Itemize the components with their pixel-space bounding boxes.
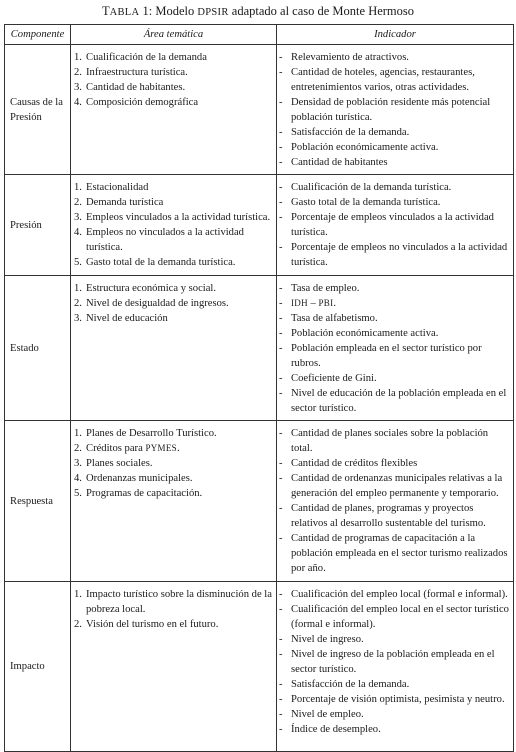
- table-row: [5, 175, 514, 276]
- dash-bullet: -: [279, 298, 283, 309]
- area-item: [74, 180, 273, 195]
- area-item: [74, 281, 273, 296]
- area-item: [74, 456, 273, 471]
- table-row: [5, 45, 514, 175]
- indicator-text: Cantidad de programas de capacitación a la población empleada en el sector turismo realizados por año.: [291, 533, 508, 574]
- indicator-text: Población económicamente activa.: [291, 328, 439, 339]
- area-item-text: Estructura económica y social.: [86, 283, 217, 294]
- area-cell: [71, 582, 277, 752]
- area-item-number: 2.: [74, 67, 82, 78]
- area-item-number: 3.: [74, 82, 82, 93]
- indicator-text: Nivel de ingreso.: [291, 634, 364, 645]
- area-item-text: Cantidad de habitantes.: [86, 82, 186, 93]
- indicator-text: IDH – PBI.: [291, 298, 337, 309]
- header-row: [5, 25, 514, 45]
- area-item-text: Cualificación de la demanda: [86, 52, 207, 63]
- indicator-text: Tasa de alfabetismo.: [291, 313, 378, 324]
- indicator-item: [279, 311, 510, 326]
- area-item-number: 1.: [74, 589, 82, 600]
- area-item-text: Planes de Desarrollo Turístico.: [86, 428, 217, 439]
- indicator-text: Porcentaje de empleos no vinculados a la actividad turística.: [291, 242, 508, 268]
- area-cell: [71, 45, 277, 175]
- header-area: Área temática: [71, 25, 277, 45]
- caption-number: 1: Modelo: [139, 4, 198, 18]
- indicator-text: Cualificación de la demanda turística.: [291, 182, 452, 193]
- indicator-text: Cantidad de ordenanzas municipales relativas a la generación del empleo permanente y temporario.: [291, 473, 503, 499]
- indicator-text: Cualificación del empleo local en el sector turístico (formal e informal).: [291, 604, 509, 630]
- area-item-text: Programas de capacitación.: [86, 488, 203, 499]
- indicator-text: Población empleada en el sector turístico por rubros.: [291, 343, 482, 369]
- area-item-number: 1.: [74, 283, 82, 294]
- area-item-number: 4.: [74, 97, 82, 108]
- indicator-item: [279, 707, 510, 722]
- area-item: [74, 486, 273, 501]
- indicator-item: [279, 647, 510, 677]
- indicator-item: [279, 632, 510, 647]
- area-item-text: Impacto turístico sobre la disminución de la pobreza local.: [86, 589, 272, 615]
- indicator-item: [279, 125, 510, 140]
- indicator-text: Satisfacción de la demanda.: [291, 679, 410, 690]
- caption-prefix: T: [101, 4, 110, 18]
- area-cell: [71, 421, 277, 582]
- area-item-text: Infraestructura turística.: [86, 67, 188, 78]
- dash-bullet: -: [279, 694, 283, 705]
- component-cell: Presión: [5, 175, 71, 276]
- indicator-item: [279, 210, 510, 240]
- component-cell: Respuesta: [5, 421, 71, 582]
- indicator-text: Tasa de empleo.: [291, 283, 360, 294]
- table-caption: [0, 4, 516, 20]
- indicator-item: [279, 180, 510, 195]
- area-item: [74, 587, 273, 617]
- area-item: [74, 50, 273, 65]
- table-row: [5, 582, 514, 752]
- area-item: [74, 255, 273, 270]
- dash-bullet: -: [279, 503, 283, 514]
- area-item-number: 5.: [74, 257, 82, 268]
- area-item-number: 3.: [74, 458, 82, 469]
- dash-bullet: -: [279, 212, 283, 223]
- area-item: [74, 80, 273, 95]
- area-item-number: 1.: [74, 428, 82, 439]
- indicator-item: [279, 602, 510, 632]
- area-item-number: 4.: [74, 473, 82, 484]
- indicator-text: Gasto total de la demanda turística.: [291, 197, 441, 208]
- area-item-number: 3.: [74, 212, 82, 223]
- dash-bullet: -: [279, 157, 283, 168]
- caption-smallcaps: ABLA: [109, 7, 140, 18]
- indicator-cell: [277, 276, 514, 421]
- header-indicator: Indicador: [277, 25, 514, 45]
- area-item-number: 2.: [74, 619, 82, 630]
- area-item-text: Visión del turismo en el futuro.: [86, 619, 219, 630]
- indicator-text: Índice de desempleo.: [291, 724, 381, 735]
- dash-bullet: -: [279, 473, 283, 484]
- dash-bullet: -: [279, 283, 283, 294]
- area-cell: [71, 276, 277, 421]
- area-item-text: Gasto total de la demanda turística.: [86, 257, 236, 268]
- dash-bullet: -: [279, 127, 283, 138]
- area-item: [74, 195, 273, 210]
- indicator-item: [279, 65, 510, 95]
- dash-bullet: -: [279, 649, 283, 660]
- area-item: [74, 471, 273, 486]
- indicator-item: [279, 501, 510, 531]
- dash-bullet: -: [279, 142, 283, 153]
- dash-bullet: -: [279, 604, 283, 615]
- indicator-item: [279, 471, 510, 501]
- area-item: [74, 95, 273, 110]
- area-cell: [71, 175, 277, 276]
- indicator-cell: [277, 582, 514, 752]
- indicator-item: [279, 95, 510, 125]
- indicator-text: Cantidad de planes, programas y proyectos relativos al desarrollo sustentable del turismo.: [291, 503, 486, 529]
- indicator-item: [279, 281, 510, 296]
- area-item-number: 1.: [74, 182, 82, 193]
- area-item-text: Nivel de educación: [86, 313, 168, 324]
- indicator-text: Cantidad de habitantes: [291, 157, 388, 168]
- indicator-text: Cantidad de créditos flexibles: [291, 458, 418, 469]
- indicator-item: [279, 692, 510, 707]
- area-item-number: 5.: [74, 488, 82, 499]
- dash-bullet: -: [279, 589, 283, 600]
- area-item: [74, 296, 273, 311]
- indicator-item: [279, 456, 510, 471]
- indicator-item: [279, 531, 510, 576]
- dash-bullet: -: [279, 343, 283, 354]
- indicator-item: [279, 195, 510, 210]
- area-item-text: Demanda turística: [86, 197, 164, 208]
- indicator-text: Satisfacción de la demanda.: [291, 127, 410, 138]
- dash-bullet: -: [279, 458, 283, 469]
- area-item: [74, 426, 273, 441]
- indicator-text: Densidad de población residente más potencial población turística.: [291, 97, 491, 123]
- table-row: [5, 276, 514, 421]
- indicator-text: Cantidad de hoteles, agencias, restaurantes, entretenimientos varios, otras actividades.: [291, 67, 475, 93]
- indicator-item: [279, 140, 510, 155]
- header-component: Componente: [5, 25, 71, 45]
- indicator-cell: [277, 45, 514, 175]
- area-item-number: 2.: [74, 443, 82, 454]
- component-cell: Impacto: [5, 582, 71, 752]
- area-item-number: 4.: [74, 227, 82, 238]
- dash-bullet: -: [279, 533, 283, 544]
- table-row: [5, 421, 514, 582]
- indicator-item: [279, 155, 510, 170]
- area-item-text: Créditos para PYMES.: [86, 443, 180, 454]
- dash-bullet: -: [279, 634, 283, 645]
- area-item-text: Composición demográfica: [86, 97, 199, 108]
- area-item-text: Nivel de desigualdad de ingresos.: [86, 298, 229, 309]
- area-item-number: 2.: [74, 298, 82, 309]
- dash-bullet: -: [279, 709, 283, 720]
- indicator-cell: [277, 421, 514, 582]
- indicator-text: Nivel de empleo.: [291, 709, 364, 720]
- dash-bullet: -: [279, 52, 283, 63]
- area-item: [74, 441, 273, 456]
- indicator-item: [279, 240, 510, 270]
- dash-bullet: -: [279, 679, 283, 690]
- component-cell: Estado: [5, 276, 71, 421]
- component-cell: Causas de la Presión: [5, 45, 71, 175]
- indicator-text: Porcentaje de empleos vinculados a la actividad turística.: [291, 212, 494, 238]
- indicator-text: Porcentaje de visión optimista, pesimista y neutro.: [291, 694, 505, 705]
- indicator-item: [279, 371, 510, 386]
- area-item: [74, 225, 273, 255]
- dash-bullet: -: [279, 428, 283, 439]
- indicator-text: Cualificación del empleo local (formal e informal).: [291, 589, 508, 600]
- dash-bullet: -: [279, 67, 283, 78]
- indicator-item: [279, 426, 510, 456]
- indicator-item: [279, 386, 510, 416]
- dash-bullet: -: [279, 197, 283, 208]
- dash-bullet: -: [279, 388, 283, 399]
- area-item-text: Empleos no vinculados a la actividad turística.: [86, 227, 244, 253]
- area-item-text: Estacionalidad: [86, 182, 149, 193]
- area-item-number: 2.: [74, 197, 82, 208]
- area-item: [74, 311, 273, 326]
- dash-bullet: -: [279, 97, 283, 108]
- dash-bullet: -: [279, 313, 283, 324]
- dash-bullet: -: [279, 242, 283, 253]
- area-item-text: Ordenanzas municipales.: [86, 473, 193, 484]
- area-item-number: 3.: [74, 313, 82, 324]
- indicator-item: [279, 341, 510, 371]
- indicator-cell: [277, 175, 514, 276]
- area-item: [74, 65, 273, 80]
- caption-acronym: DPSIR: [197, 7, 229, 18]
- indicator-item: [279, 587, 510, 602]
- area-item-text: Planes sociales.: [86, 458, 153, 469]
- dash-bullet: -: [279, 182, 283, 193]
- dash-bullet: -: [279, 373, 283, 384]
- indicator-text: Nivel de educación de la población empleada en el sector turístico.: [291, 388, 507, 414]
- indicator-text: Población económicamente activa.: [291, 142, 439, 153]
- area-item: [74, 617, 273, 632]
- indicator-text: Nivel de ingreso de la población empleada en el sector turístico.: [291, 649, 495, 675]
- dash-bullet: -: [279, 724, 283, 735]
- area-item-number: 1.: [74, 52, 82, 63]
- area-item-text: Empleos vinculados a la actividad turística.: [86, 212, 271, 223]
- indicator-text: Relevamiento de atractivos.: [291, 52, 409, 63]
- area-item: [74, 210, 273, 225]
- indicator-item: [279, 326, 510, 341]
- dash-bullet: -: [279, 328, 283, 339]
- indicator-item: [279, 677, 510, 692]
- indicator-text: Coeficiente de Gini.: [291, 373, 377, 384]
- indicator-item: [279, 50, 510, 65]
- dpsir-table: [4, 24, 514, 752]
- caption-tail: adaptado al caso de Monte Hermoso: [228, 4, 415, 18]
- indicator-text: Cantidad de planes sociales sobre la población total.: [291, 428, 489, 454]
- indicator-item: [279, 296, 510, 311]
